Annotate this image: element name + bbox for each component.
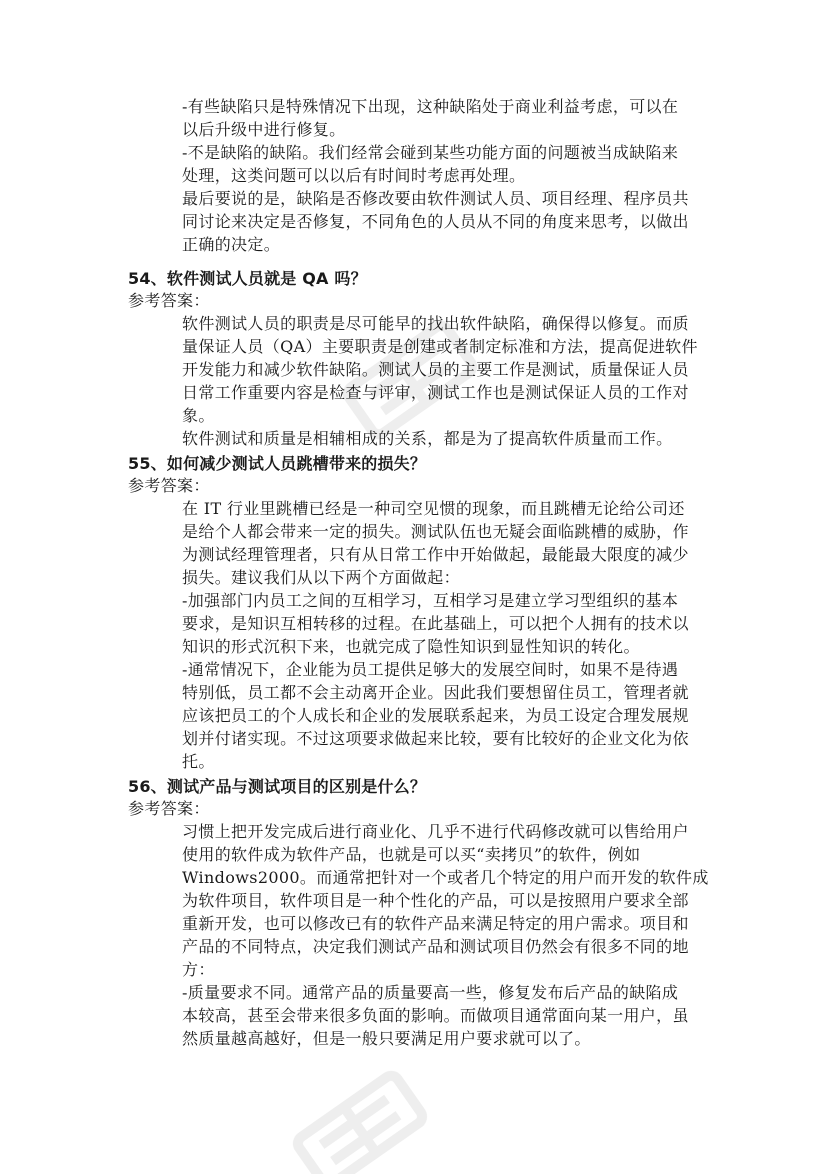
- text-line: 开发能力和减少软件缺陷。测试人员的主要工作是测试，质量保证人员: [182, 360, 689, 379]
- text-line: 方：: [182, 960, 215, 979]
- text-line: 正确的决定。: [182, 235, 281, 254]
- text-line: 重新开发，也可以修改已有的软件产品来满足特定的用户需求。项目和: [182, 914, 689, 933]
- text-line: -质量要求不同。通常产品的质量要高一些，修复发布后产品的缺陷成: [182, 983, 679, 1002]
- text-line: 习惯上把开发完成后进行商业化、几乎不进行代码修改就可以售给用户: [182, 822, 689, 841]
- text-line: 以后升级中进行修复。: [182, 120, 346, 139]
- question-heading: 55、如何减少测试人员跳槽带来的损失？: [128, 454, 427, 473]
- text-line: 划并付诸实现。不过这项要求做起来比较，要有比较好的企业文化为依: [182, 729, 689, 748]
- text-line: 应该把员工的个人成长和企业的发展联系起来，为员工设定合理发展规: [182, 706, 689, 725]
- text-line: 为测试经理管理者，只有从日常工作中开始做起，最能最大限度的减少: [182, 545, 689, 564]
- text-line: 软件测试人员的职责是尽可能早的找出软件缺陷，确保得以修复。而质: [182, 314, 689, 333]
- text-line: 本较高，甚至会带来很多负面的影响。而做项目通常面向某一用户，虽: [182, 1006, 689, 1025]
- text-line: -有些缺陷只是特殊情况下出现，这种缺陷处于商业利益考虑，可以在: [182, 97, 679, 116]
- question-heading: 56、测试产品与测试项目的区别是什么？: [128, 777, 427, 796]
- text-line: 处理，这类问题可以以后有时间时考虑再处理。: [182, 166, 526, 185]
- answer-label: 参考答案：: [128, 799, 210, 818]
- text-line: 量保证人员（QA）主要职责是创建或者制定标准和方法，提高促进软件: [182, 337, 698, 356]
- text-line: 为软件项目，软件项目是一种个性化的产品，可以是按照用户要求全部: [182, 891, 689, 910]
- text-line: 是给个人都会带来一定的损失。测试队伍也无疑会面临跳槽的威胁，作: [182, 522, 689, 541]
- text-line: -通常情况下，企业能为员工提供足够大的发展空间时，如果不是待遇: [182, 660, 679, 679]
- text-line: 使用的软件成为软件产品，也就是可以买“卖拷贝”的软件，例如: [182, 845, 641, 864]
- text-line: 日常工作重要内容是检查与评审，测试工作也是测试保证人员的工作对: [182, 383, 689, 402]
- text-line: 象。: [182, 406, 215, 425]
- text-line: 在 IT 行业里跳槽已经是一种司空见惯的现象，而且跳槽无论给公司还: [182, 499, 685, 518]
- text-line: 特别低，员工都不会主动离开企业。因此我们要想留住员工，管理者就: [182, 683, 689, 702]
- question-heading: 54、软件测试人员就是 QA 吗？: [128, 269, 367, 288]
- answer-label: 参考答案：: [128, 291, 210, 310]
- text-line: 软件测试和质量是相辅相成的关系，都是为了提高软件质量而工作。: [182, 429, 673, 448]
- text-line: Windows2000。而通常把针对一个或者几个特定的用户而开发的软件成: [182, 868, 709, 887]
- text-line: 同讨论来决定是否修复，不同角色的人员从不同的角度来思考，以做出: [182, 212, 689, 231]
- text-line: 产品的不同特点，决定我们测试产品和测试项目仍然会有很多不同的地: [182, 937, 689, 956]
- text-line: 然质量越高越好，但是一般只要满足用户要求就可以了。: [182, 1029, 591, 1048]
- text-line: 损失。建议我们从以下两个方面做起：: [182, 568, 460, 587]
- text-line: -加强部门内员工之间的互相学习，互相学习是建立学习型组织的基本: [182, 591, 679, 610]
- text-line: 要求，是知识互相转移的过程。在此基础上，可以把个人拥有的技术以: [182, 614, 689, 633]
- watermark-mark-2: [295, 1073, 425, 1174]
- text-line: 知识的形式沉积下来，也就完成了隐性知识到显性知识的转化。: [182, 637, 640, 656]
- answer-label: 参考答案：: [128, 476, 210, 495]
- text-line: 托。: [182, 752, 215, 771]
- text-line: 最后要说的是，缺陷是否修改要由软件测试人员、项目经理、程序员共: [182, 189, 689, 208]
- text-line: -不是缺陷的缺陷。我们经常会碰到某些功能方面的问题被当成缺陷来: [182, 143, 679, 162]
